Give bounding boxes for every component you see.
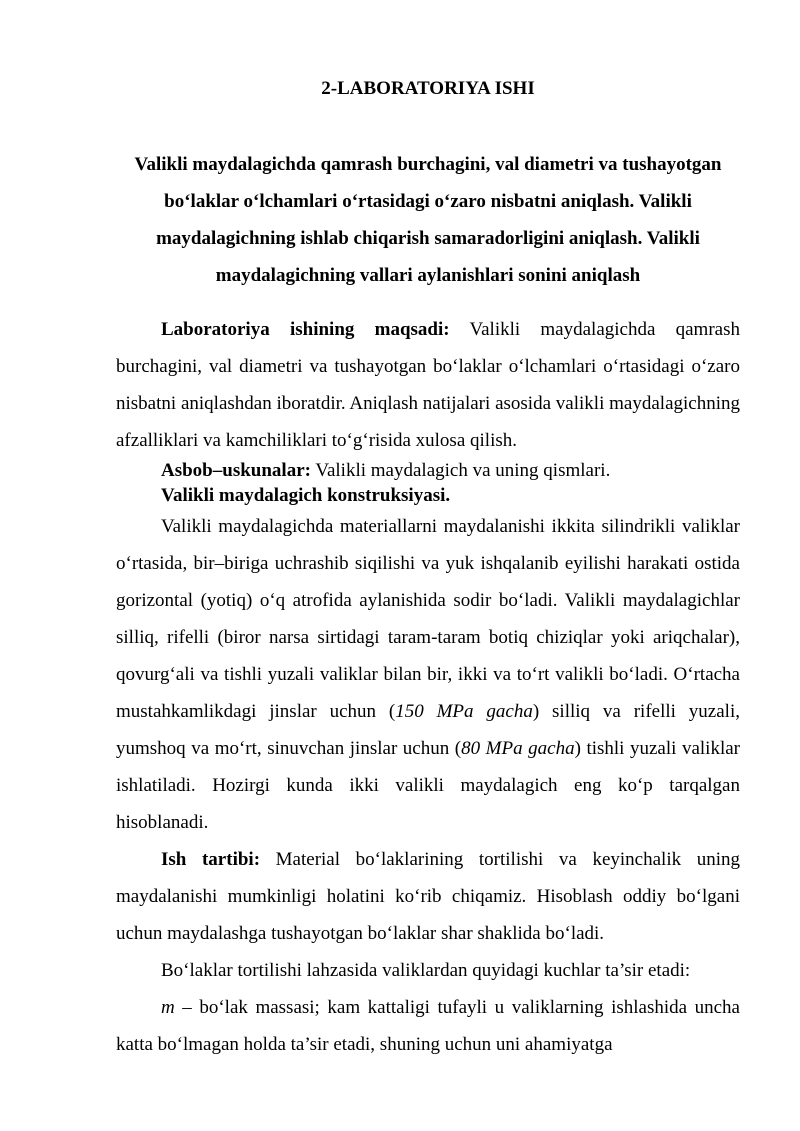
paragraph-equipment xyxy=(116,459,740,484)
mass-text: – bo‘lak massasi; kam kattaligi tufayli u valiklarning ishlashida uncha katta bo‘lmagan holda ta’sir etadi, shuning uchun uni ahamiyatga xyxy=(116,997,740,1055)
section-heading xyxy=(116,484,740,509)
construction-text-1: Valikli maydalagichda materiallarni maydalanishi ikkita silindrikli valiklar o‘rtasida, bir–biriga uchrashib siqilishi va yuk ishqalanib eyilishi harakati ostida gorizontal (yotiq) o‘q atrofida aylanishida sodir bo‘ladi. Valikli maydalagichlar silliq, rifelli (biror narsa sirtidagi taram-taram botiq chiziqlar yoki ariqchalar), qovurg‘ali va tishli yuzali valiklar bilan bir, ikki va to‘rt valikli bo‘ladi. O‘rtacha mustahkamlikdagi jinslar uchun ( xyxy=(116,516,740,722)
mass-variable: m xyxy=(161,997,175,1018)
equipment-label: Asbob–uskunalar: xyxy=(161,460,311,481)
document-subtitle: Valikli maydalagichda qamrash burchagini, val diametri va tushayotgan bo‘laklar o‘lchamlari o‘rtasidagi o‘zaro nisbatni aniqlash. Valikli maydalagichning ishlab chiqarish samaradorligini aniqlash. Valikli maydalagichning vallari aylanishlari sonini aniqlash xyxy=(134,154,722,286)
purpose-text: Valikli maydalagichda qamrash burchagini, val diametri va tushayotgan bo‘laklar o‘lchamlari o‘rtasidagi o‘zaro nisbatni aniqlashdan iboratdir. Aniqlash natijalari asosida valikli maydalagichning afzalliklari va kamchiliklari to‘g‘risida xulosa qilish. xyxy=(116,319,740,451)
construction-text-3: ) tishli yuzali valiklar ishlatiladi. Hozirgi kunda ikki valikli maydalagich eng ko‘p tarqalgan hisoblanadi. xyxy=(116,738,740,833)
paragraph-construction xyxy=(116,508,740,841)
procedure-text: Material bo‘laklarining tortilishi va keyinchalik uning maydalanishi mumkinligi holatini ko‘rib chiqamiz. Hisoblash oddiy bo‘lgani uchun maydalashga tushayotgan bo‘laklar shar shaklida bo‘ladi. xyxy=(116,849,741,944)
paragraph-forces xyxy=(116,952,740,989)
construction-heading: Valikli maydalagich konstruksiyasi. xyxy=(161,484,451,506)
paragraph-mass xyxy=(116,989,740,1063)
document-body xyxy=(116,311,740,1063)
forces-text: Bo‘laklar tortilishi lahzasida valiklardan quyidagi kuchlar ta’sir etadi: xyxy=(161,960,691,981)
paragraph-purpose xyxy=(116,311,740,459)
construction-text-2: ) silliq va rifelli yuzali, yumshoq va mo‘rt, sinuvchan jinslar uchun ( xyxy=(116,701,740,759)
purpose-label: Laboratoriya ishining maqsadi: xyxy=(161,319,450,340)
paragraph-procedure xyxy=(116,841,740,952)
construction-italic-1: 150 MPa gacha xyxy=(395,701,533,722)
construction-italic-2: 80 MPa gacha xyxy=(461,738,575,759)
equipment-text: Valikli maydalagich va uning qismlari. xyxy=(310,460,611,481)
page-title: 2-LABORATORIYA ISHI xyxy=(321,78,535,99)
procedure-label: Ish tartibi: xyxy=(161,849,261,870)
